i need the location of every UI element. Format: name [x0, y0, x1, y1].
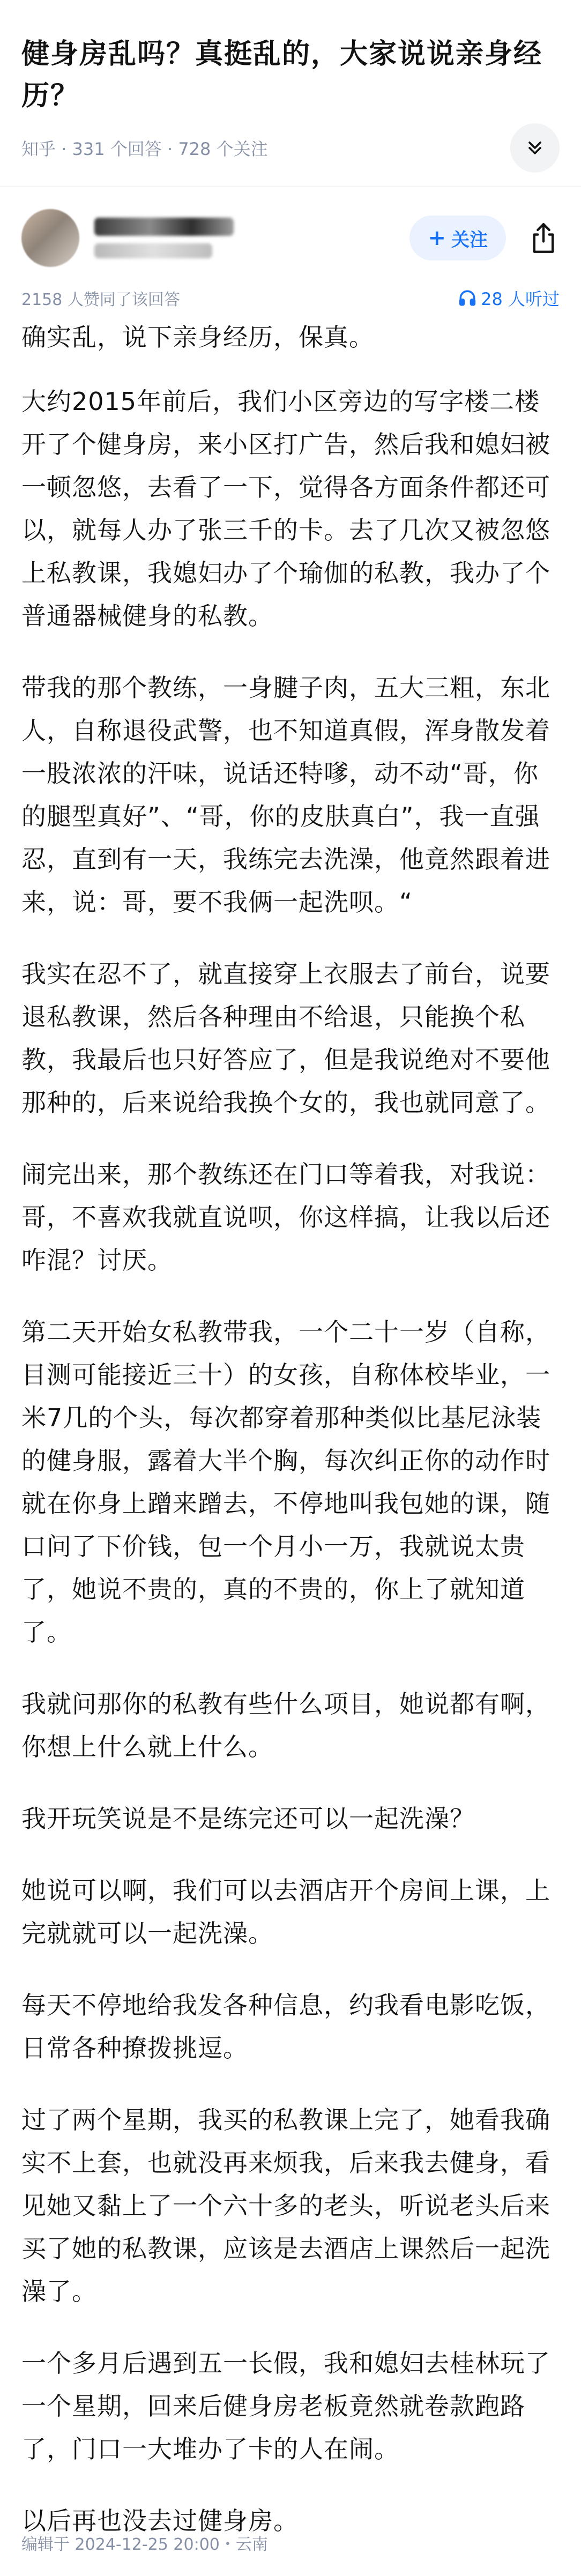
answer-paragraph: 过了两个星期，我买的私教课上完了，她看我确实不上套，也就没再来烦我，后来我去健身，看见她又黏上了一个六十多的老头，听说老头后来买了她的私教课，应该是去酒店上课然后一起洗澡了。: [21, 2105, 550, 2306]
stats-row: [0, 267, 581, 310]
edit-info: 编辑于 2024-12-25 20:00・云南: [21, 2535, 268, 2554]
answer-paragraph: 她说可以啊，我们可以去酒店开个房间上课，上完就就可以一起洗澡。: [21, 1876, 550, 1948]
author-info: [94, 218, 409, 258]
question-title[interactable]: 健身房乱吗？真挺乱的，大家说说亲身经历？: [21, 38, 543, 112]
answer-paragraph: 我就问那你的私教有些什么项目，她说都有啊，你想上什么就上什么。: [21, 1689, 550, 1761]
answer-paragraph: 确实乱，说下亲身经历，保真。: [21, 323, 374, 352]
author-row: [0, 187, 581, 267]
answer-paragraph: 第二天开始女私教带我，一个二十一岁（自称，目测可能接近三十）的女孩，自称体校毕业，一米7几的个头，每次都穿着那种类似比基尼泳装的健身服，露着大半个胸，每次纠正你的动作时就在你身上蹭来蹭去，不停地叫我包她的课，随口问了下价钱，包一个月小一万，我就说太贵了，她说不贵的，真的不贵的，你上了就知道了。: [21, 1317, 550, 1647]
plus-icon: +: [428, 226, 446, 250]
answer-paragraph: 大约2015年前后，我们小区旁边的写字楼二楼开了个健身房，来小区打广告，然后我和媳妇被一顿忽悠，去看了一下，觉得各方面条件都还可以，就每人办了张三千的卡。去了几次又被忽悠上私教课，我媳妇办了个瑜伽的私教，我办了个普通器械健身的私教。: [21, 387, 550, 630]
listen-count: 28 人听过: [481, 289, 560, 309]
share-button[interactable]: [527, 219, 560, 257]
question-meta: [0, 117, 581, 175]
collapse-button[interactable]: [510, 123, 560, 173]
share-icon: [530, 222, 557, 254]
meta-separator: ·: [167, 139, 178, 159]
answer-paragraph: 我开玩笑说是不是练完还可以一起洗澡？: [21, 1804, 475, 1833]
source-label: 知乎: [21, 139, 56, 159]
avatar[interactable]: [21, 209, 79, 267]
meta-separator: ·: [61, 139, 72, 159]
answer-paragraph: 每天不停地给我发各种信息，约我看电影吃饭，日常各种撩拨挑逗。: [21, 1991, 550, 2063]
question-meta-text: [21, 136, 268, 160]
author-name-blurred[interactable]: [94, 218, 234, 236]
follow-label: 关注: [451, 229, 488, 251]
answer-content: [0, 310, 581, 2542]
double-chevron-down-icon: [524, 137, 546, 159]
author-headline-blurred: [94, 243, 212, 258]
answer-count[interactable]: 331 个回答: [72, 139, 162, 159]
answer-paragraph: 带我的那个教练，一身腱子肉，五大三粗，东北人，自称退役武警，也不知道真假，浑身散发着一股浓浓的汗味，说话还特嗲，动不动“哥，你的腿型真好”、“哥，你的皮肤真白”，我一直强忍，直到有一天，我练完去洗澡，他竟然跟着进来，说：哥，要不我俩一起洗呗。“: [21, 673, 550, 917]
headphones-icon: [458, 289, 476, 307]
follow-button[interactable]: [409, 215, 506, 260]
follower-count: 728 个关注: [178, 139, 268, 159]
answer-paragraph: 一个多月后遇到五一长假，我和媳妇去桂林玩了一个星期，回来后健身房老板竟然就卷款跑路了，门口一大堆办了卡的人在闹。: [21, 2349, 550, 2463]
answer-paragraph: 闹完出来，那个教练还在门口等着我，对我说：哥，不喜欢我就直说呗，你这样搞，让我以后还咋混？讨厌。: [21, 1160, 550, 1275]
agree-count: 2158 人赞同了该回答: [21, 291, 180, 309]
answer-paragraph: 以后再也没去过健身房。: [21, 2506, 299, 2535]
answer-paragraph: 我实在忍不了，就直接穿上衣服去了前台，说要退私教课，然后各种理由不给退，只能换个私教，我最后也只好答应了，但是我说绝对不要他那种的，后来说给我换个女的，我也就同意了。: [21, 959, 550, 1117]
listen-button[interactable]: [458, 286, 560, 310]
